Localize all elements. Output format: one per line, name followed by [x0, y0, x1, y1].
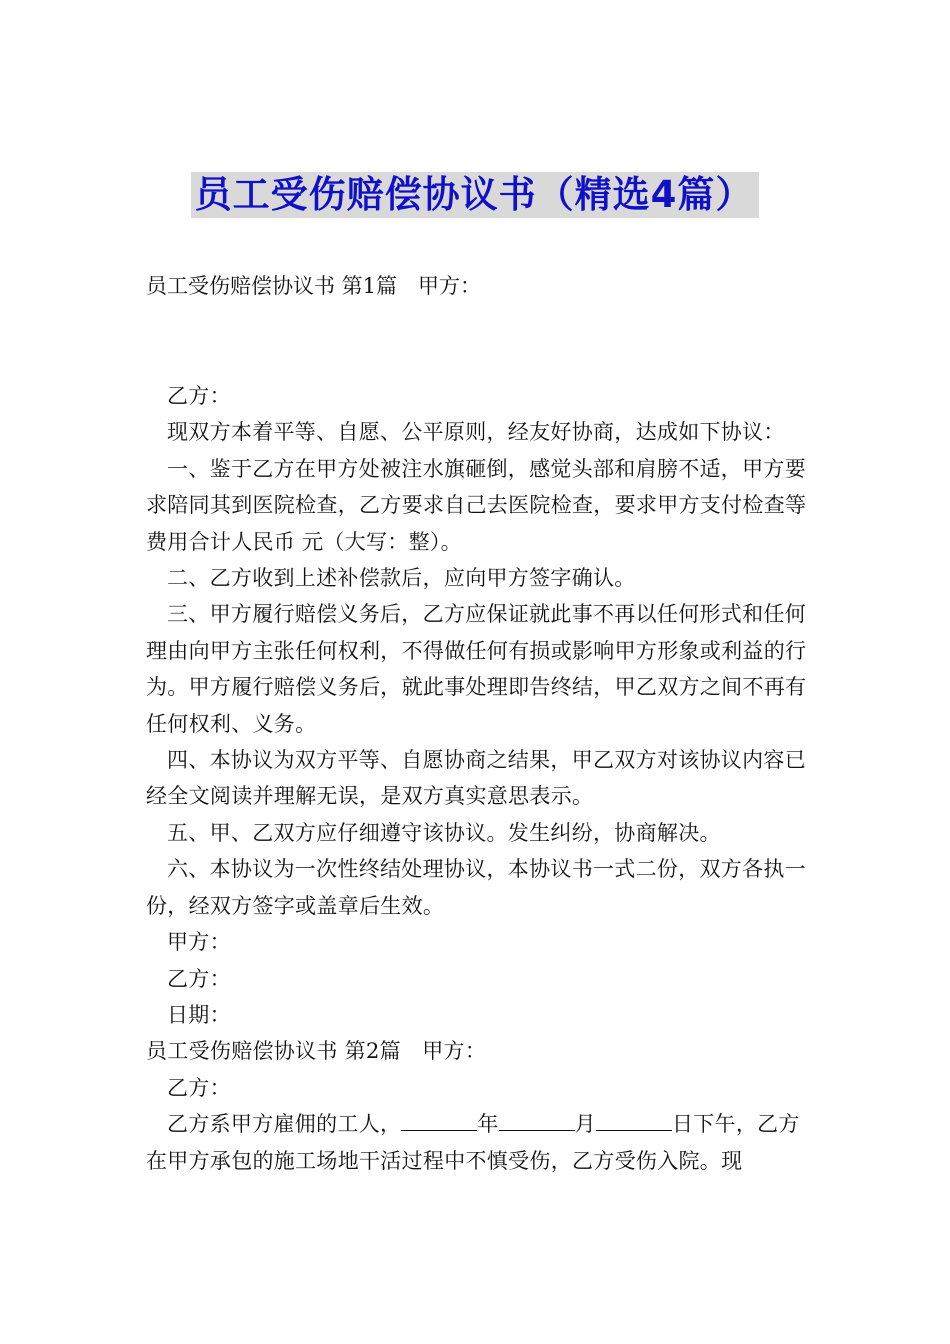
clause-4: 四、本协议为双方平等、自愿协商之结果，甲乙双方对该协议内容已经全文阅读并理解无误，是双方真实意思表示。 — [146, 748, 806, 809]
clause-5: 五、甲、乙双方应仔细遵守该协议。发生纠纷，协商解决。 — [167, 820, 721, 845]
year-blank — [401, 1112, 477, 1131]
clause-2: 二、乙方收到上述补偿款后，应向甲方签字确认。 — [167, 566, 636, 591]
sign-party-a: 甲方： — [167, 930, 231, 955]
day-blank — [596, 1112, 672, 1131]
clause-3: 三、甲方履行赔偿义务后，乙方应保证就此事不再以任何形式和任何理由向甲方主张任何权利，不得做任何有损或影响甲方形象或利益的行为。甲方履行赔偿义务后，就此事处理即告终结，甲乙双方之间不再有任何权利、义务。 — [146, 602, 807, 736]
section2-day-text: 日下午，乙方在甲方承包的施工场地干活过程中不慎受伤，乙方受伤入院。现 — [146, 1112, 800, 1173]
clause-1: 一、鉴于乙方在甲方处被注水旗砸倒，感觉头部和肩膀不适，甲方要求陪同其到医院检查，乙方要求自己去医院检查，要求甲方支付检查等费用合计人民币 元（大写：整）。 — [146, 456, 807, 554]
sign-date: 日期： — [167, 1002, 231, 1027]
party-b-line: 乙方： — [167, 384, 231, 408]
section1-heading: 员工受伤赔偿协议书 第1篇 甲方： — [146, 274, 482, 298]
section2-paragraph — [146, 1106, 810, 1179]
document-title: 员工受伤赔偿协议书（精选4篇） — [191, 172, 760, 218]
section2-text-start: 乙方系甲方雇佣的工人， — [167, 1112, 402, 1137]
month-blank — [499, 1112, 575, 1131]
year-label: 年 — [477, 1112, 499, 1137]
section1-body — [146, 378, 810, 1179]
section2-party-b: 乙方： — [167, 1075, 231, 1100]
section2-heading: 员工受伤赔偿协议书 第2篇 甲方： — [146, 1039, 487, 1064]
intro-paragraph: 现双方本着平等、自愿、公平原则，经友好协商，达成如下协议： — [167, 420, 785, 445]
month-label: 月 — [574, 1112, 596, 1137]
clause-6: 六、本协议为一次性终结处理协议，本协议书一式二份，双方各执一份，经双方签字或盖章后生效。 — [146, 857, 806, 918]
sign-party-b: 乙方： — [167, 966, 231, 991]
title-wrap — [0, 172, 950, 218]
